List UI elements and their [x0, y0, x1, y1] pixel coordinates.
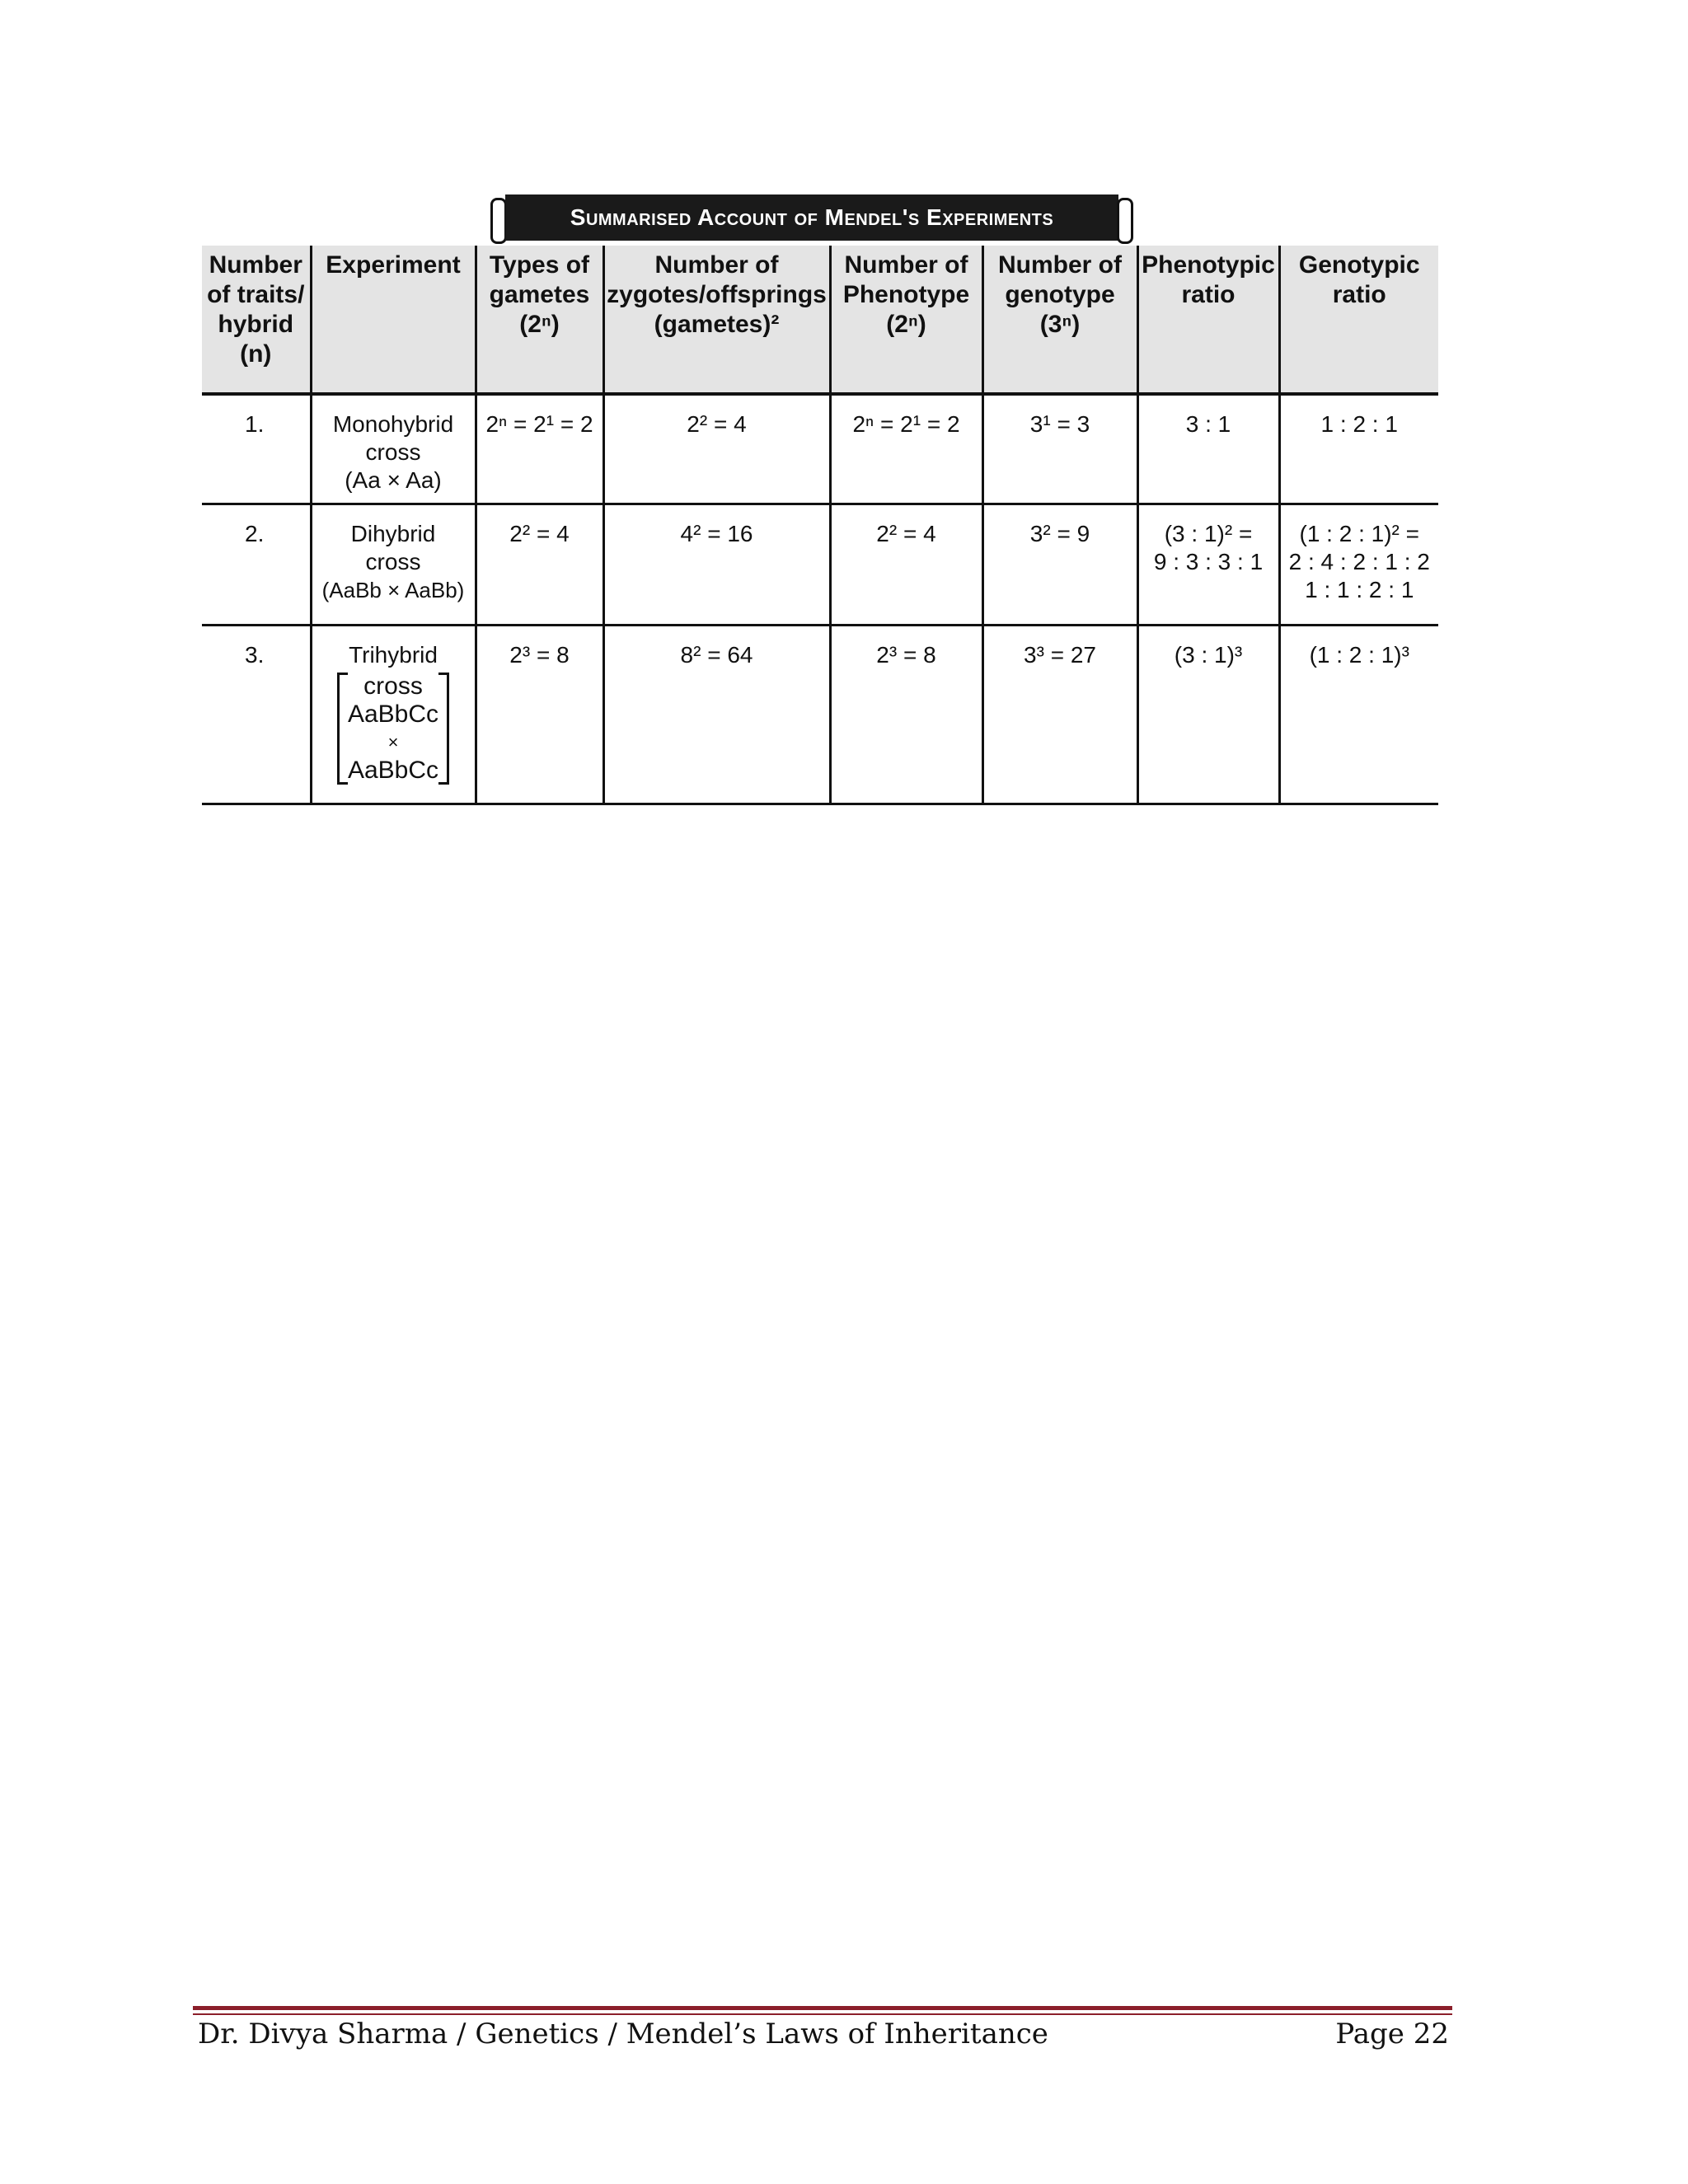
- experiment-cell: Dihybrid cross (AaBb × AaBb): [311, 504, 476, 626]
- row-number: 3.: [202, 626, 311, 804]
- table-title: Summarised Account of Mendel's Experiments: [505, 194, 1118, 241]
- banner-right-scroll-cap: [1117, 198, 1133, 244]
- header-genotypic-ratio: Genotypic ratio: [1279, 246, 1438, 394]
- zygotes-cell: 2² = 4: [603, 394, 830, 504]
- table-row: [202, 504, 1438, 626]
- header-number-of-genotype: Number of genotype (3ⁿ): [982, 246, 1137, 394]
- cross-bracket: cross AaBbCc × AaBbCc: [337, 673, 449, 785]
- gametes-cell: 2ⁿ = 2¹ = 2: [476, 394, 603, 504]
- genotypic-ratio-cell: (1 : 2 : 1)² = 2 : 4 : 2 : 1 : 2 1 : 1 : 2 : 1: [1279, 504, 1438, 626]
- zygotes-cell: 4² = 16: [603, 504, 830, 626]
- row-number: 1.: [202, 394, 311, 504]
- header-types-of-gametes: Types of gametes (2ⁿ): [476, 246, 603, 394]
- table-row: [202, 626, 1438, 804]
- header-phenotypic-ratio: Phenotypic ratio: [1137, 246, 1279, 394]
- phenotypic-ratio-cell: 3 : 1: [1137, 394, 1279, 504]
- table-header-row: [202, 246, 1438, 394]
- footer-page-number: Page 22: [1335, 2018, 1449, 2050]
- header-experiment: Experiment: [311, 246, 476, 394]
- footer-author-title: Dr. Divya Sharma / Genetics / Mendel’s Laws of Inheritance: [198, 2018, 1048, 2050]
- zygotes-cell: 8² = 64: [603, 626, 830, 804]
- header-number-of-phenotype: Number of Phenotype (2ⁿ): [830, 246, 982, 394]
- genotypes-cell: 3² = 9: [982, 504, 1137, 626]
- phenotypic-ratio-cell: (3 : 1)² = 9 : 3 : 3 : 1: [1137, 504, 1279, 626]
- footer-rule: [193, 2006, 1452, 2010]
- genotypic-ratio-cell: (1 : 2 : 1)³: [1279, 626, 1438, 804]
- table-row: [202, 394, 1438, 504]
- row-number: 2.: [202, 504, 311, 626]
- phenotypes-cell: 2ⁿ = 2¹ = 2: [830, 394, 982, 504]
- gametes-cell: 2² = 4: [476, 504, 603, 626]
- phenotypic-ratio-cell: (3 : 1)³: [1137, 626, 1279, 804]
- mendel-summary-table: [202, 246, 1438, 805]
- header-number-of-zygotes: Number of zygotes/offsprings (gametes)²: [603, 246, 830, 394]
- header-num-traits: Number of traits/ hybrid (n): [202, 246, 311, 394]
- experiment-cell: Trihybrid cross AaBbCc × AaBbCc: [311, 626, 476, 804]
- footer-rule-thin: [193, 2013, 1452, 2015]
- genotypes-cell: 3¹ = 3: [982, 394, 1137, 504]
- phenotypes-cell: 2² = 4: [830, 504, 982, 626]
- experiment-cell: Monohybrid cross (Aa × Aa): [311, 394, 476, 504]
- phenotypes-cell: 2³ = 8: [830, 626, 982, 804]
- banner-left-scroll-cap: [490, 198, 507, 244]
- gametes-cell: 2³ = 8: [476, 626, 603, 804]
- genotypes-cell: 3³ = 27: [982, 626, 1137, 804]
- table-banner: [490, 194, 1133, 242]
- genotypic-ratio-cell: 1 : 2 : 1: [1279, 394, 1438, 504]
